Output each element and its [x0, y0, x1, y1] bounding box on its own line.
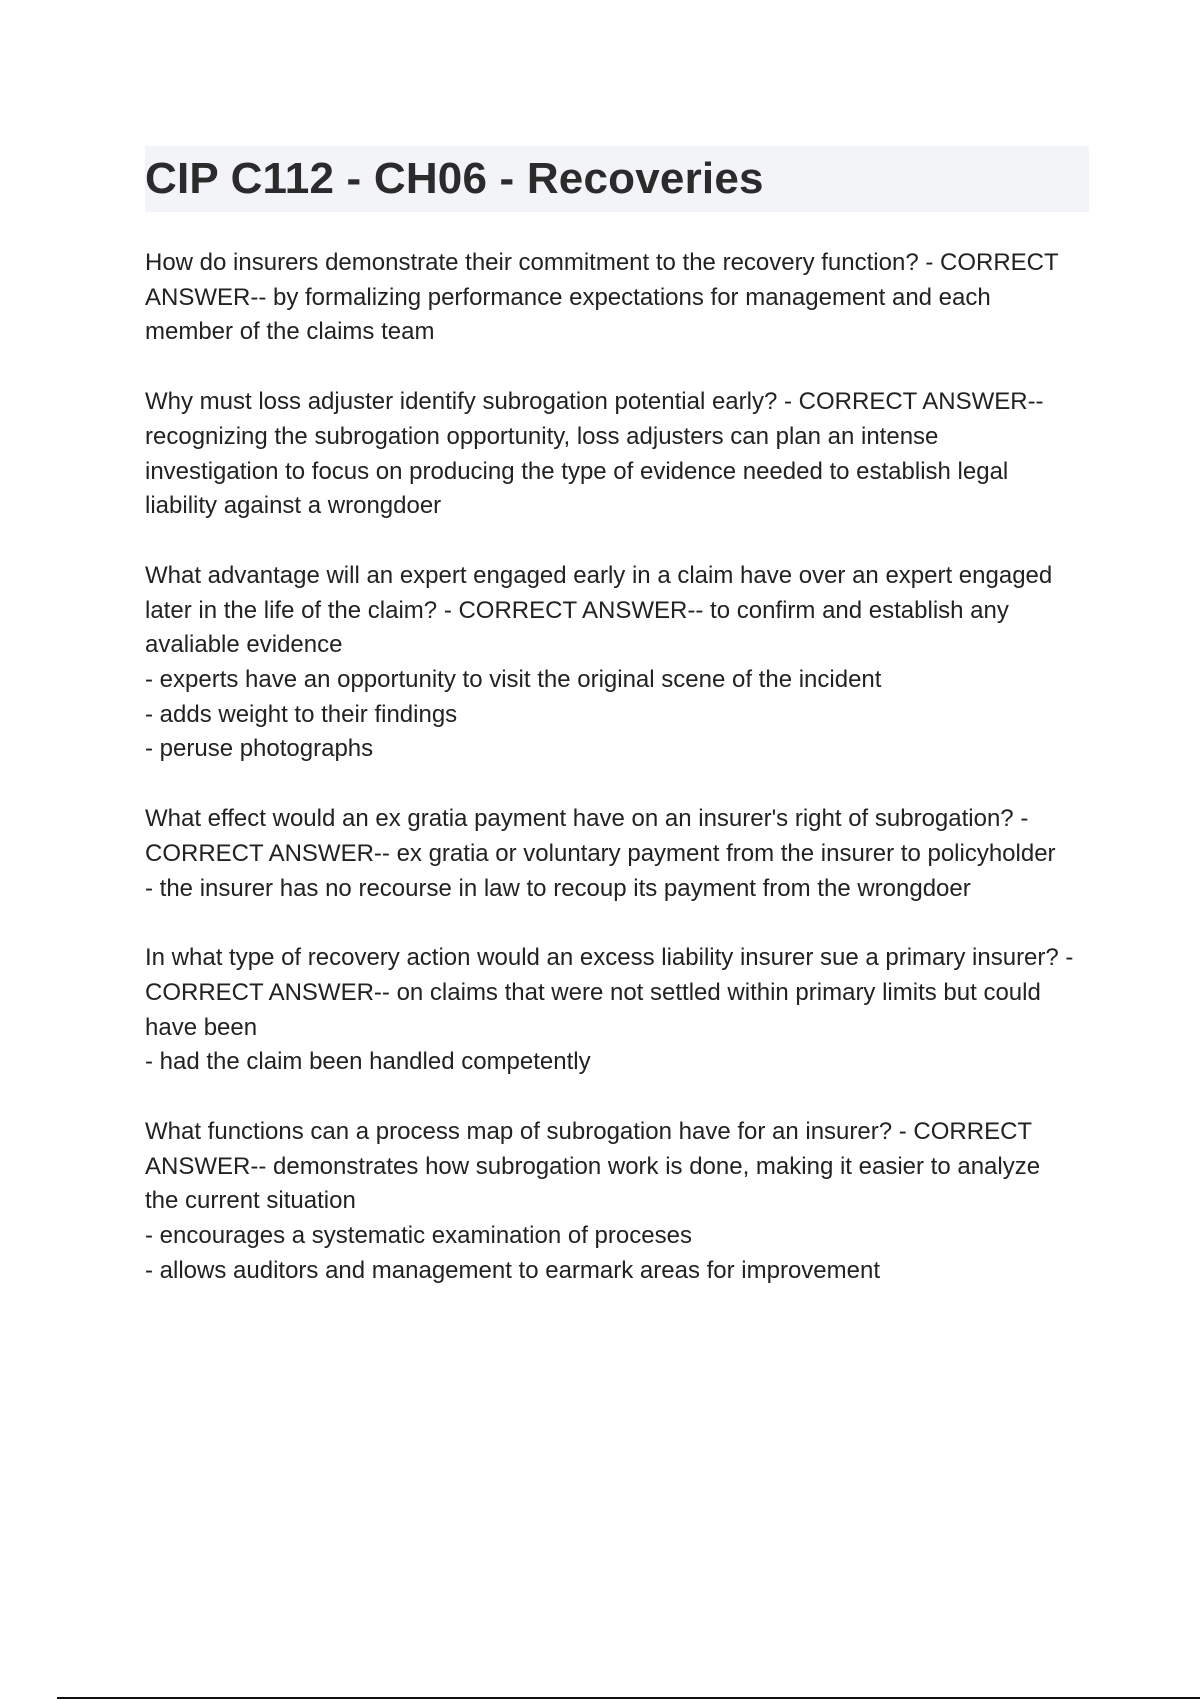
page-title: CIP C112 - CH06 - Recoveries	[145, 154, 764, 203]
qa-entry	[145, 385, 1075, 524]
qa-text: What effect would an ex gratia payment have on an insurer's right of subrogation? - CORRECT ANSWER-- ex gratia or voluntary payment from the insurer to policyholder	[145, 805, 1056, 867]
qa-list	[145, 246, 1075, 1324]
qa-text: Why must loss adjuster identify subrogation potential early? - CORRECT ANSWER-- recognizing the subrogation opportunity, loss adjusters can plan an intense investigation to focus on producing the type of evidence needed to establish legal liability against a wrongdoer	[145, 388, 1044, 520]
qa-entry	[145, 246, 1075, 350]
qa-entry	[145, 802, 1075, 906]
qa-bullet-list	[145, 872, 1075, 907]
qa-bullet: - experts have an opportunity to visit the original scene of the incident	[145, 666, 882, 694]
qa-bullet-list	[145, 1219, 1075, 1288]
qa-bullet-list	[145, 1045, 1075, 1080]
qa-entry	[145, 559, 1075, 767]
qa-bullet: - peruse photographs	[145, 735, 374, 763]
footer-divider	[57, 1697, 1200, 1699]
qa-entry	[145, 941, 1075, 1080]
qa-bullet: - the insurer has no recourse in law to recoup its payment from the wrongdoer	[145, 874, 971, 902]
qa-text: What functions can a process map of subrogation have for an insurer? - CORRECT ANSWER-- demonstrates how subrogation work is done, making it easier to analyze the current situation	[145, 1118, 1041, 1215]
qa-text: How do insurers demonstrate their commitment to the recovery function? - CORRECT ANSWER-- by formalizing performance expectations for management and each member of the claims team	[145, 249, 1059, 346]
qa-text: What advantage will an expert engaged early in a claim have over an expert engaged later in the life of the claim? - CORRECT ANSWER-- to confirm and establish any avaliable evidence	[145, 561, 1053, 659]
qa-text: In what type of recovery action would an excess liability insurer sue a primary insurer? - CORRECT ANSWER-- on claims that were not settled within primary limits but could have been	[145, 944, 1074, 1041]
qa-bullet: - had the claim been handled competently	[145, 1048, 591, 1076]
qa-bullet: - allows auditors and management to earmark areas for improvement	[145, 1256, 880, 1284]
qa-bullet: - adds weight to their findings	[145, 700, 458, 728]
qa-bullet: - encourages a systematic examination of proceses	[145, 1222, 692, 1250]
qa-bullet-list	[145, 663, 1075, 767]
qa-entry	[145, 1115, 1075, 1289]
